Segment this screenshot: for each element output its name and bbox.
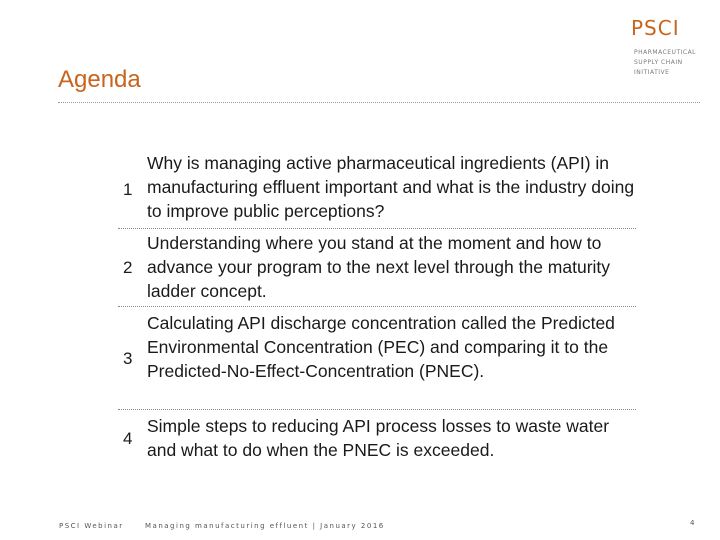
agenda-item-text: Why is managing active pharmaceutical ingredients (API) in manufacturing effluent important and what is the industry doing to improve public perceptions? [147, 153, 635, 221]
agenda-item-number: 1 [123, 180, 133, 199]
agenda-divider [118, 228, 636, 229]
agenda-divider [118, 409, 636, 410]
logo-name: PSCI [631, 16, 680, 40]
agenda-item-number-cell [118, 311, 142, 410]
agenda-item-number-cell [118, 231, 142, 307]
footer-webinar-label: PSCI Webinar [59, 522, 124, 530]
agenda-item-2 [118, 231, 636, 307]
logo-tagline-line-2: SUPPLY CHAIN [634, 59, 683, 66]
agenda-item-text: Calculating API discharge concentration called the Predicted Environmental Concentration (PEC) and comparing it to the Predicted-No-Effect-Concentration (PNEC). [147, 313, 615, 381]
agenda-item-4 [118, 414, 636, 466]
title-divider [58, 102, 700, 103]
agenda-item-number-cell [118, 151, 142, 229]
agenda-item-number-cell [118, 414, 142, 466]
logo-tagline-line-1: PHARMACEUTICAL [634, 49, 697, 56]
logo-tagline-line-3: INITIATIVE [634, 69, 670, 76]
agenda-item-number: 3 [123, 349, 133, 368]
logo-tagline [634, 48, 696, 78]
agenda-divider [118, 306, 636, 307]
agenda-item-1 [118, 151, 636, 229]
agenda-item-number: 2 [123, 258, 133, 277]
agenda-item-text: Simple steps to reducing API process losses to waste water and what to do when the PNEC is exceeded. [147, 416, 610, 460]
agenda-item-3 [118, 311, 636, 410]
slide-title: Agenda [58, 66, 141, 93]
page-number: 4 [690, 519, 695, 527]
agenda-item-text: Understanding where you stand at the moment and how to advance your program to the next level through the maturity ladder concept. [147, 233, 611, 301]
footer-topic-date: Managing manufacturing effluent | January 2016 [145, 522, 385, 530]
agenda-item-number: 4 [123, 429, 133, 448]
